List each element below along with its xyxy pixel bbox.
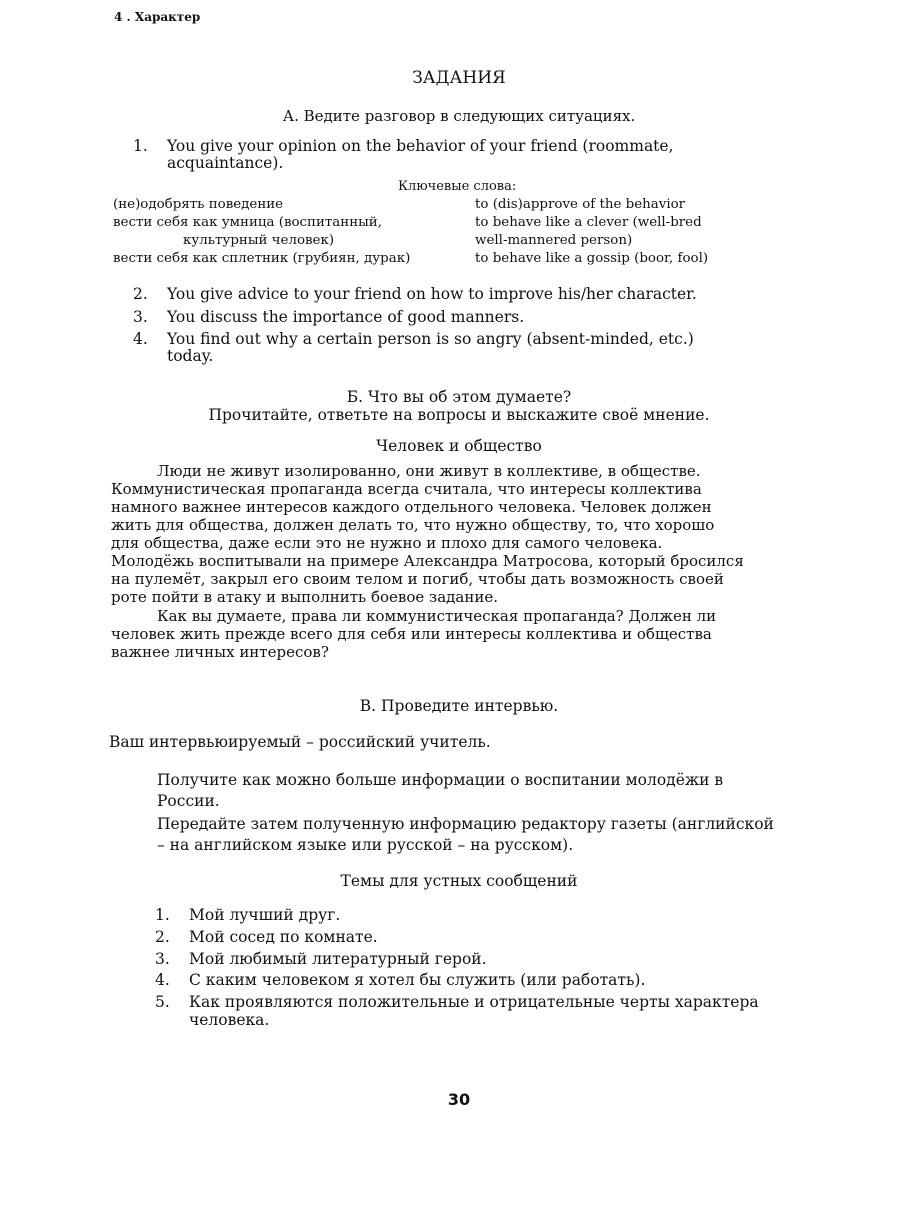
keyword-ru: (не)одобрять поведение [113, 197, 284, 212]
topic-item [155, 950, 487, 969]
list-item [133, 308, 524, 327]
keywords-heading: Ключевые слова: [398, 179, 517, 194]
topic-item [155, 928, 378, 947]
item-text: Как проявляются положительные и отрицательные черты характера [189, 993, 759, 1011]
page-number: 30 [447, 1090, 471, 1109]
paragraph-line: намного важнее интересов каждого отдельного человека. Человек должен [111, 498, 712, 516]
page-title: ЗАДАНИЯ [412, 68, 506, 88]
paragraph-line: Молодёжь воспитывали на примере Александра Матросова, который бросился [111, 552, 744, 570]
keyword-ru: вести себя как сплетник (грубиян, дурак) [113, 251, 411, 266]
item-text: You discuss the importance of good manners. [167, 308, 525, 326]
item-text: Мой лучший друг. [189, 906, 341, 924]
item-number: 1. [133, 137, 148, 155]
text-title: Человек и общество [376, 437, 542, 455]
paragraph-line: Как вы думаете, права ли коммунистическая пропаганда? Должен ли [157, 607, 717, 625]
item-text: С каким человеком я хотел бы служить (или работать). [189, 971, 646, 989]
item-text-continued: acquaintance). [167, 154, 284, 172]
paragraph-line: роте пойти в атаку и выполнить боевое задание. [111, 588, 498, 606]
item-text: You give advice to your friend on how to improve his/her character. [167, 285, 697, 303]
keyword-en: to behave like a gossip (boor, fool) [475, 251, 709, 266]
section-v-heading: В. Проведите интервью. [359, 697, 559, 715]
section-b-subheading: Прочитайте, ответьте на вопросы и выскажите своё мнение. [208, 406, 710, 424]
keyword-ru: вести себя как умница (воспитанный, [113, 215, 382, 230]
instruction-line: Передайте затем полученную информацию редактору газеты (английской [157, 815, 774, 833]
list-item [133, 330, 694, 349]
paragraph-line: для общества, даже если это не нужно и плохо для самого человека. [111, 534, 663, 552]
item-number: 5. [155, 993, 170, 1011]
item-text: You find out why a certain person is so angry (absent-minded, etc.) [167, 330, 694, 348]
paragraph-line: Коммунистическая пропаганда всегда считала, что интересы коллектива [111, 480, 702, 498]
item-number: 2. [155, 928, 170, 946]
topic-item [155, 993, 759, 1012]
item-number: 4. [155, 971, 170, 989]
list-item [133, 285, 697, 304]
item-text: You give your opinion on the behavior of your friend (roommate, [167, 137, 674, 155]
instruction-line: – на английском языке или русской – на русском). [157, 836, 574, 854]
paragraph-line: Люди не живут изолированно, они живут в коллективе, в обществе. [157, 462, 701, 480]
item-number: 2. [133, 285, 148, 303]
item-text-continued: человека. [189, 1011, 270, 1029]
item-number: 3. [133, 308, 148, 326]
keyword-en: to behave like a clever (well-bred [475, 215, 702, 230]
topics-heading: Темы для устных сообщений [340, 872, 578, 890]
item-number: 4. [133, 330, 148, 348]
paragraph-line: важнее личных интересов? [111, 643, 329, 661]
item-text: Мой любимый литературный герой. [189, 950, 487, 968]
section-b-heading: Б. Что вы об этом думаете? [346, 388, 572, 406]
paragraph-line: на пулемёт, закрыл его своим телом и погиб, чтобы дать возможность своей [111, 570, 724, 588]
keyword-ru: культурный человек) [183, 233, 335, 248]
instruction-line: России. [157, 792, 220, 810]
topic-item [155, 971, 645, 990]
instruction-line: Получите как можно больше информации о воспитании молодёжи в [157, 771, 724, 789]
section-a-heading: А. Ведите разговор в следующих ситуациях. [282, 107, 636, 125]
item-number: 1. [155, 906, 170, 924]
running-head: 4 . Характер [114, 10, 201, 24]
item-text-continued: today. [167, 347, 214, 365]
paragraph-line: человек жить прежде всего для себя или интересы коллектива и общества [111, 625, 712, 643]
keyword-en: well-mannered person) [475, 233, 633, 248]
keyword-en: to (dis)approve of the behavior [475, 197, 686, 212]
item-number: 3. [155, 950, 170, 968]
paragraph-line: жить для общества, должен делать то, что нужно обществу, то, что хорошо [111, 516, 715, 534]
interview-intro: Ваш интервьюируемый – российский учитель. [109, 733, 491, 751]
topic-item [155, 906, 340, 925]
item-text: Мой сосед по комнате. [189, 928, 378, 946]
